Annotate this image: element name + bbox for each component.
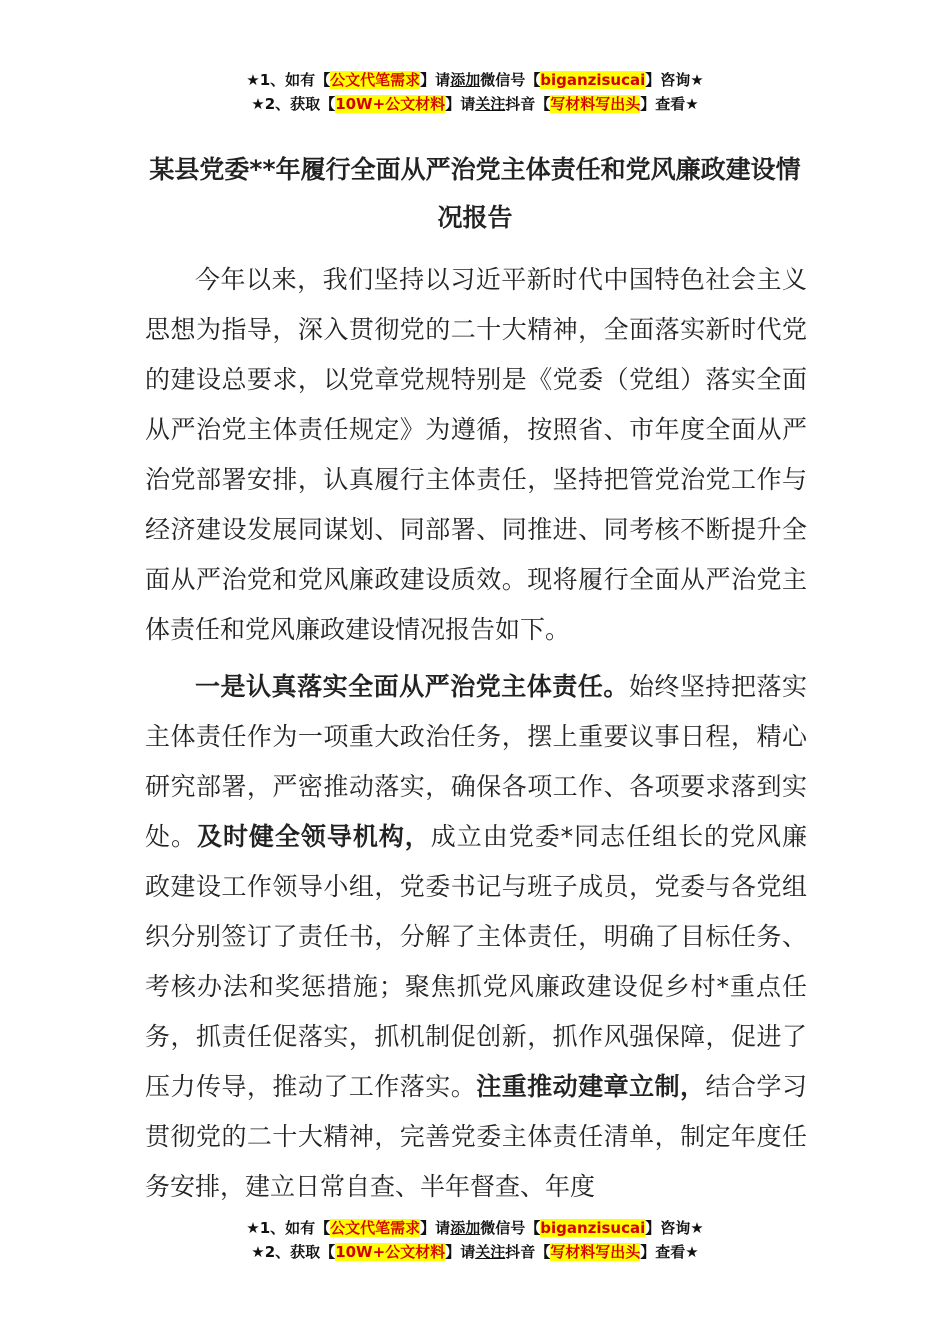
promo-line-1 bbox=[0, 68, 950, 92]
promo-text: 微信号【 bbox=[480, 1219, 541, 1237]
promo-text: 】查看★ bbox=[640, 1243, 699, 1261]
promo-text: 】查看★ bbox=[640, 95, 699, 113]
promo-text: ★1、如有【 bbox=[246, 1219, 331, 1237]
promo-text: 】请 bbox=[445, 95, 476, 113]
promo-banner-bottom bbox=[0, 1216, 950, 1264]
promo-highlight: 写材料写出头 bbox=[550, 95, 641, 113]
promo-underlined: 关注 bbox=[475, 95, 506, 113]
paragraph-text: 始终坚持把落实主体责任作为一项重大政治任务，摆上重要议事日程，精心研究部署，严密推动落实，确保各项工作、各项要求落到实处。 bbox=[145, 672, 807, 851]
promo-text: 抖音【 bbox=[505, 95, 551, 113]
promo-highlight: 公文代笔需求 bbox=[330, 71, 421, 89]
promo-underlined: 添加 bbox=[450, 1219, 481, 1237]
promo-highlight: 10W+公文材料 bbox=[335, 95, 446, 113]
promo-banner-top bbox=[0, 68, 950, 116]
promo-underlined: 添加 bbox=[450, 71, 481, 89]
paragraph-section-1 bbox=[145, 662, 807, 1212]
promo-text: ★2、获取【 bbox=[251, 1243, 336, 1261]
promo-underlined: 关注 bbox=[475, 1243, 506, 1261]
promo-text: 微信号【 bbox=[480, 71, 541, 89]
promo-text: 】咨询★ bbox=[645, 1219, 704, 1237]
promo-text: ★1、如有【 bbox=[246, 71, 331, 89]
paragraph-text: 结合学习贯彻党的二十大精神，完善党委主体责任清单，制定年度任务安排，建立日常自查、半年督查、年度 bbox=[145, 1072, 807, 1201]
promo-text: 】请 bbox=[420, 71, 451, 89]
promo-highlight: biganzisucai bbox=[540, 1219, 646, 1237]
document-title: 某县党委**年履行全面从严治党主体责任和党风廉政建设情况报告 bbox=[149, 155, 801, 232]
promo-text: 抖音【 bbox=[505, 1243, 551, 1261]
promo-highlight: 公文代笔需求 bbox=[330, 1219, 421, 1237]
promo-line-2 bbox=[0, 92, 950, 116]
subsection-heading: 及时健全领导机构， bbox=[196, 822, 431, 851]
promo-line-1 bbox=[0, 1216, 950, 1240]
promo-text: 】咨询★ bbox=[645, 71, 704, 89]
paragraph-intro: 今年以来，我们坚持以习近平新时代中国特色社会主义思想为指导，深入贯彻党的二十大精神，全面落实新时代党的建设总要求，以党章党规特别是《党委（党组）落实全面从严治党主体责任规定》为遵循，按照省、市年度全面从严治党部署安排，认真履行主体责任，坚持把管党治党工作与经济建设发展同谋划、同部署、同推进、同考核不断提升全面从严治党和党风廉政建设质效。现将履行全面从严治党主体责任和党风廉政建设情况报告如下。 bbox=[145, 265, 807, 644]
paragraph-text: 成立由党委*同志任组长的党风廉政建设工作领导小组，党委书记与班子成员，党委与各党组织分别签订了责任书，分解了主体责任，明确了目标任务、考核办法和奖惩措施；聚焦抓党风廉政建设促乡村*重点任务，抓责任促落实，抓机制促创新，抓作风强保障，促进了压力传导，推动了工作落实。 bbox=[145, 822, 807, 1101]
promo-highlight: biganzisucai bbox=[540, 71, 646, 89]
promo-text: ★2、获取【 bbox=[251, 95, 336, 113]
promo-line-2 bbox=[0, 1240, 950, 1264]
section-heading: 一是认真落实全面从严治党主体责任。 bbox=[195, 672, 629, 701]
promo-highlight: 写材料写出头 bbox=[550, 1243, 641, 1261]
promo-text: 】请 bbox=[420, 1219, 451, 1237]
promo-highlight: 10W+公文材料 bbox=[335, 1243, 446, 1261]
subsection-heading: 注重推动建章立制， bbox=[476, 1072, 706, 1101]
promo-text: 】请 bbox=[445, 1243, 476, 1261]
